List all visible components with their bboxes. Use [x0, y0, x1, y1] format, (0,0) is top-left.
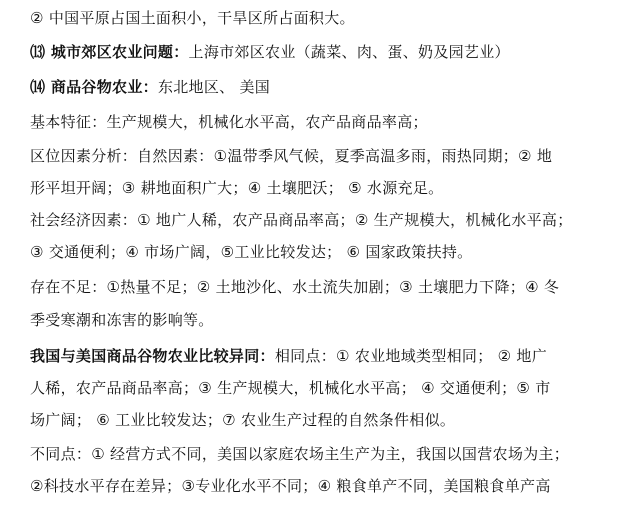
heading-label: 我国与美国商品谷物农业比较异同：	[30, 347, 275, 365]
line-text: 相同点：① 农业地域类型相同； ② 地广	[274, 347, 548, 365]
line-text: ② 中国平原占国土面积小，干旱区所占面积大。	[30, 9, 355, 27]
text-line	[30, 210, 612, 230]
line-text: 东北地区、 美国	[157, 78, 271, 96]
line-text: 季受寒潮和冻害的影响等。	[30, 311, 214, 329]
text-line	[30, 146, 612, 166]
heading-label: ⒁ 商品谷物农业：	[30, 78, 158, 96]
heading-label: ⒀ 城市郊区农业问题：	[30, 43, 189, 61]
line-text: 形平坦开阔；③ 耕地面积广大；④ 土壤肥沃； ⑤ 水源充足。	[30, 179, 444, 197]
text-line	[30, 444, 612, 464]
line-text: 人稀，农产品商品率高；③ 生产规模大，机械化水平高； ④ 交通便利；⑤ 市	[30, 379, 551, 397]
line-text: 基本特征：生产规模大，机械化水平高，农产品商品率高；	[30, 113, 428, 131]
text-line	[30, 476, 612, 496]
line-text: ②科技水平存在差异；③专业化水平不同；④ 粮食单产不同，美国粮食单产高	[30, 477, 551, 495]
text-line	[30, 277, 612, 297]
text-line	[30, 178, 612, 198]
line-text: ③ 交通便利；④ 市场广阔，⑤工业比较发达； ⑥ 国家政策扶持。	[30, 243, 473, 261]
line-text: 存在不足：①热量不足；② 土地沙化、水土流失加剧；③ 土壤肥力下降；④ 冬	[30, 278, 560, 296]
line-text: 上海市郊区农业（蔬菜、肉、蛋、奶及园艺业）	[188, 43, 510, 61]
text-line	[30, 77, 612, 97]
text-line	[30, 112, 612, 132]
text-line	[30, 346, 612, 366]
text-line	[30, 242, 612, 262]
text-line	[30, 42, 612, 62]
line-text: 不同点：① 经营方式不同，美国以家庭农场主生产为主，我国以国营农场为主；	[30, 445, 570, 463]
line-text: 区位因素分析：自然因素：①温带季风气候，夏季高温多雨，雨热同期；② 地	[30, 147, 553, 165]
text-line	[30, 410, 612, 430]
text-line	[30, 8, 612, 28]
line-text: 场广阔； ⑥ 工业比较发达；⑦ 农业生产过程的自然条件相似。	[30, 411, 456, 429]
line-text: 社会经济因素：① 地广人稀，农产品商品率高；② 生产规模大，机械化水平高；	[30, 211, 573, 229]
text-line	[30, 310, 612, 330]
text-line	[30, 378, 612, 398]
